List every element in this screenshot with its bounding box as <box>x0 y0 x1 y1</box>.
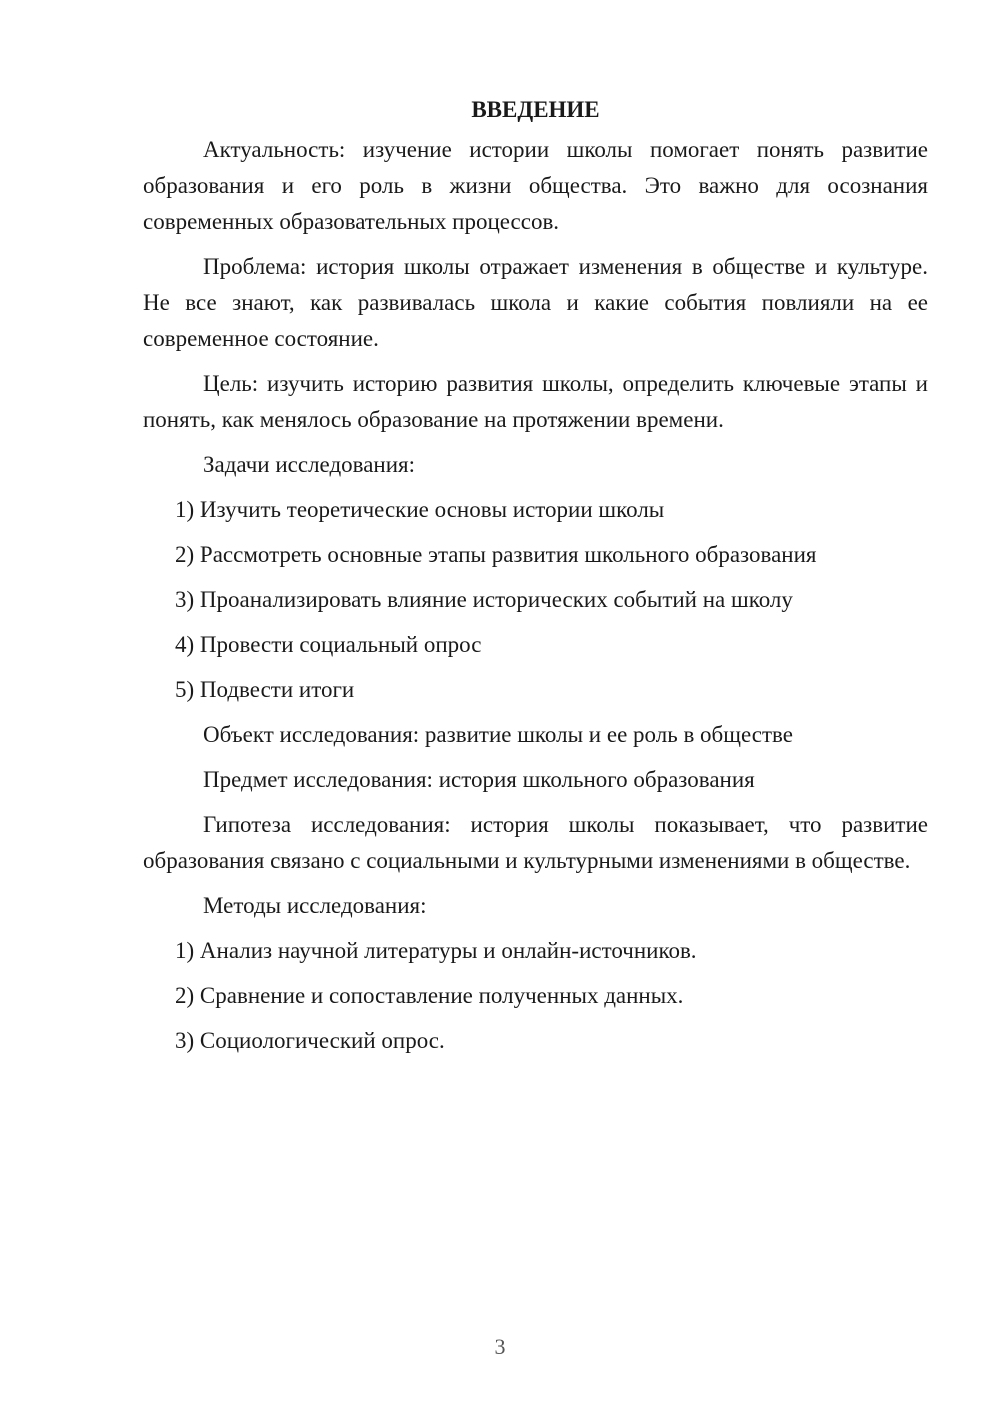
object-paragraph: Объект исследования: развитие школы и ее роль в обществе <box>203 722 793 747</box>
subject-paragraph: Предмет исследования: история школьного образования <box>203 767 755 792</box>
document-page <box>143 92 928 1068</box>
methods-heading: Методы исследования: <box>203 893 427 918</box>
list-item: 5) Подвести итоги <box>175 677 355 702</box>
list-item: 2) Рассмотреть основные этапы развития школьного образования <box>175 542 817 567</box>
tasks-heading: Задачи исследования: <box>203 452 416 477</box>
list-item: 1) Анализ научной литературы и онлайн-источников. <box>175 938 697 963</box>
page-number: 3 <box>494 1334 506 1359</box>
relevance-paragraph: Актуальность: изучение истории школы помогает понять развитие образования и его роль в жизни общества. Это важно для осознания современных образовательных процессов. <box>143 137 928 234</box>
methods-list <box>143 933 928 1059</box>
list-item: 4) Провести социальный опрос <box>175 632 482 657</box>
list-item: 1) Изучить теоретические основы истории школы <box>175 497 665 522</box>
problem-paragraph: Проблема: история школы отражает изменения в обществе и культуре. Не все знают, как развивалась школа и какие события повлияли на ее современное состояние. <box>143 254 928 351</box>
list-item: 3) Социологический опрос. <box>175 1028 445 1053</box>
goal-paragraph: Цель: изучить историю развития школы, определить ключевые этапы и понять, как менялось образование на протяжении времени. <box>143 371 928 432</box>
tasks-list <box>143 492 928 708</box>
list-item: 3) Проанализировать влияние исторических событий на школу <box>175 587 793 612</box>
page-title: ВВЕДЕНИЕ <box>471 97 600 122</box>
hypothesis-paragraph: Гипотеза исследования: история школы показывает, что развитие образования связано с социальными и культурными изменениями в обществе. <box>143 812 928 873</box>
list-item: 2) Сравнение и сопоставление полученных данных. <box>175 983 684 1008</box>
